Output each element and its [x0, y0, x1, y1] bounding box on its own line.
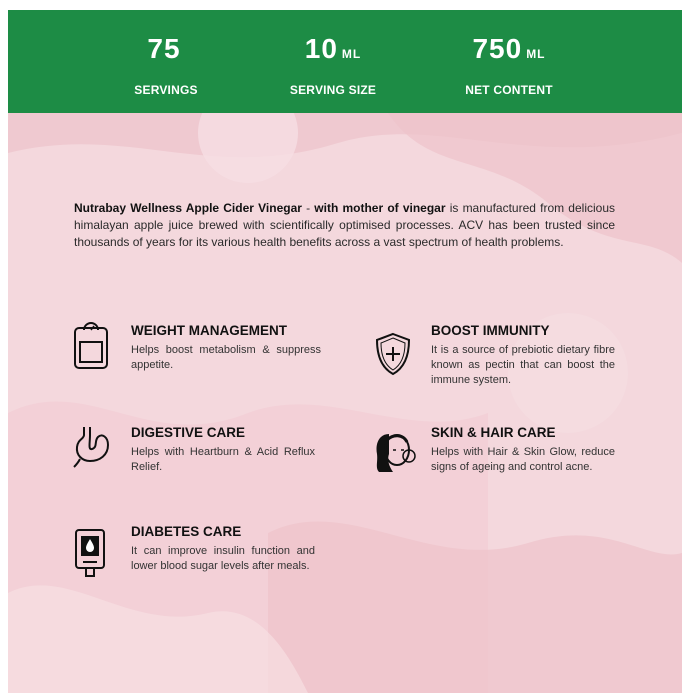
shield-plus-icon — [374, 332, 412, 376]
bottom-margin — [0, 693, 690, 700]
stats-header — [8, 10, 682, 113]
feature-description: Helps with Heartburn & Acid Reflux Relief. — [131, 446, 315, 473]
weighing-scale-icon — [72, 320, 110, 372]
feature-title: DIGESTIVE CARE — [131, 425, 246, 440]
feature-description: It is a source of prebiotic dietary fibre known as pectin that can boost the immune system. — [431, 344, 615, 386]
brand-name: Nutrabay Wellness Apple Cider Vinegar — [74, 201, 302, 215]
stat-value: 750 — [472, 33, 523, 64]
feature-description: Helps with Hair & Skin Glow, reduce signs of ageing and control acne. — [431, 446, 615, 473]
stomach-icon — [72, 425, 112, 469]
stat-serving-size — [278, 32, 388, 97]
feature-description: Helps boost metabolism & suppress appetite. — [131, 344, 321, 371]
feature-title: WEIGHT MANAGEMENT — [131, 323, 287, 338]
face-care-icon — [373, 430, 419, 474]
stat-value: 10 — [304, 33, 338, 64]
stat-unit: ML — [526, 47, 546, 61]
intro-text: is manufactured from delicious himalayan apple juice brewed with scientifically optimised processes. ACV has been trusted since thousands of years for its various health benefits across a vast spectrum of health problems. — [74, 201, 616, 249]
intro-highlight: with mother of vinegar — [314, 201, 446, 215]
glucose-meter-icon — [74, 528, 106, 578]
intro-paragraph — [74, 200, 615, 251]
stat-unit: ML — [341, 47, 362, 61]
top-margin — [0, 0, 690, 10]
stat-label: NET CONTENT — [465, 83, 553, 97]
feature-diabetes-care — [131, 523, 315, 574]
feature-title: BOOST IMMUNITY — [431, 323, 550, 338]
intro-dash: - — [301, 201, 315, 215]
stat-label: SERVING SIZE — [289, 83, 377, 97]
stat-label: SERVINGS — [134, 83, 198, 97]
feature-boost-immunity — [431, 322, 615, 388]
feature-skin-hair-care — [431, 424, 615, 475]
feature-digestive-care — [131, 424, 315, 475]
feature-title: SKIN & HAIR CARE — [431, 425, 556, 440]
stat-value: 75 — [147, 33, 181, 64]
feature-description: It can improve insulin function and lower blood sugar levels after meals. — [131, 545, 315, 572]
feature-weight-management — [131, 322, 321, 373]
feature-title: DIABETES CARE — [131, 524, 242, 539]
stat-servings — [121, 32, 211, 97]
stat-net-content — [454, 32, 564, 97]
